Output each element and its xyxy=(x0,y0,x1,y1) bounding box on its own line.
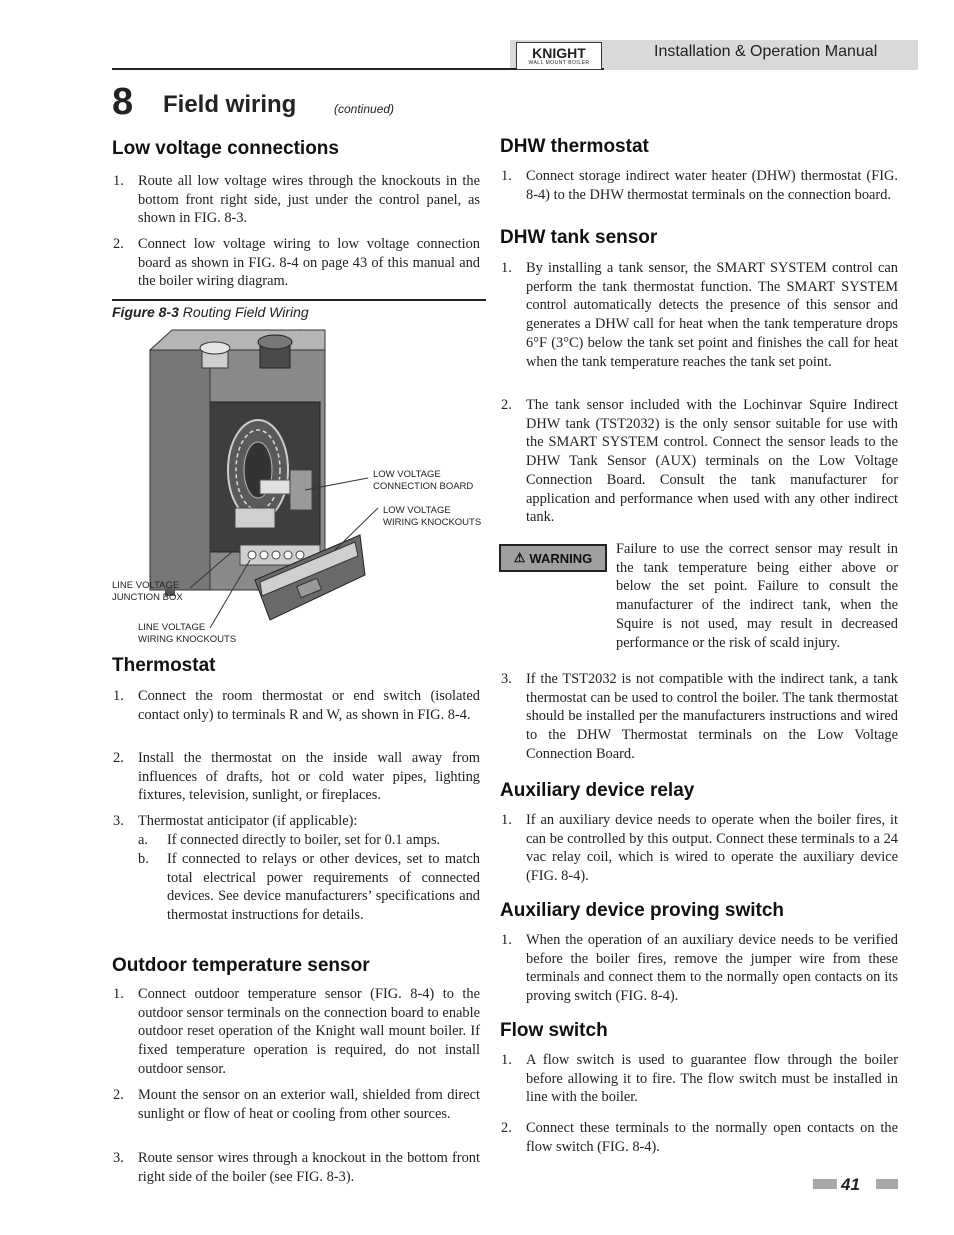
item-number: 1. xyxy=(501,168,512,184)
item-text: When the operation of an auxiliary device needs to be verified before the boiler fires, remove the jumper wire from these terminals and connect them to the normally open contacts on its proving switch (FIG. 8-4). xyxy=(526,932,898,1005)
item-text: Route all low voltage wires through the knockouts in the bottom front right side, just under the control panel, as shown in FIG. 8-3. xyxy=(138,173,480,227)
label-line: WIRING KNOCKOUTS xyxy=(383,517,482,528)
heading-aux-proving: Auxiliary device proving switch xyxy=(500,900,785,921)
label-line: LINE VOLTAGE xyxy=(112,580,180,591)
item-text: Connect the room thermostat or end switch (isolated contact only) to terminals R and W, as shown in FIG. 8-4. xyxy=(138,688,480,723)
chapter-title: Field wiring xyxy=(163,91,297,118)
item-text: Route sensor wires through a knockout in the bottom front right side of the boiler (see FIG. 8-3). xyxy=(138,1150,480,1185)
label-line-junction xyxy=(112,580,183,604)
sub-item-letter: b. xyxy=(138,851,149,867)
heading-flow-switch: Flow switch xyxy=(500,1020,608,1041)
label-line: LOW VOLTAGE xyxy=(383,505,451,516)
item-text: By installing a tank sensor, the SMART SYSTEM control can perform the tank thermostat function. The SMART SYSTEM control automatically detects the presence of this sensor and generates a DHW call for heat when the tank temperature drops 6°F (3°C) below the tank set point and finishes the call for heat when the tank temperature reaches the tank set point. xyxy=(526,260,898,370)
item-number: 2. xyxy=(113,236,124,252)
label-line: CONNECTION BOARD xyxy=(373,481,474,492)
warning-text: Failure to use the correct sensor may result in the tank temperature being either above or below the set point. Failure to consult the manufacturer of the indirect tank, when the Squire is not used, may result in decreased performance or the risk of scald injury. xyxy=(616,541,898,651)
list-item xyxy=(501,1119,898,1156)
figure-number: Figure 8-3 xyxy=(112,304,179,320)
list-item xyxy=(501,1051,898,1107)
list-item xyxy=(113,812,480,831)
sub-item xyxy=(138,850,480,925)
logo-text: KNIGHT xyxy=(532,45,586,61)
heading-dhw-thermostat: DHW thermostat xyxy=(500,136,649,157)
chapter-continued: (continued) xyxy=(334,102,395,116)
list-item xyxy=(501,259,898,371)
list-item xyxy=(113,235,480,291)
item-text: Connect outdoor temperature sensor (FIG. 8-4) to the outdoor sensor terminals on the connection board to enable outdoor reset operation of the Knight wall mount boiler. If fixed temperature operation is required, do not install outdoor sensor. xyxy=(138,986,480,1077)
item-text: Connect low voltage wiring to low voltage connection board as shown in FIG. 8-4 on page 43 of this manual and the boiler wiring diagram. xyxy=(138,236,480,290)
sub-item-text: If connected to relays or other devices, set to match total electrical power requirements of connected devices. See device manufacturers’ specifications and thermostat instructions for details. xyxy=(167,851,480,924)
heading-low-voltage: Low voltage connections xyxy=(112,138,339,159)
item-text: Connect these terminals to the normally open contacts on the flow switch (FIG. 8-4). xyxy=(526,1120,898,1155)
list-item xyxy=(113,985,480,1079)
list-item xyxy=(501,931,898,1006)
heading-aux-relay: Auxiliary device relay xyxy=(500,780,695,801)
label-line: JUNCTION BOX xyxy=(112,592,183,603)
figure-caption xyxy=(112,304,309,320)
item-number: 1. xyxy=(501,260,512,276)
item-text: The tank sensor included with the Lochinvar Squire Indirect DHW tank (TST2032) is the only sensor suitable for use with the SMART SYSTEM control. Connect the sensor leads to the DHW Tank Sensor (AUX) terminals on the Low Voltage Connection Board. Consult the tank manufacturer for application and performance when used with any other indirect tank. xyxy=(526,397,898,526)
item-text: Install the thermostat on the inside wall away from influences of drafts, hot or cold water pipes, lighting fixtures, television, sunlight, or fireplaces. xyxy=(138,750,480,804)
item-text: Connect storage indirect water heater (DHW) thermostat (FIG. 8-4) to the DHW thermostat terminals on the connection board. xyxy=(526,168,898,203)
list-item xyxy=(113,687,480,724)
figure-title: Routing Field Wiring xyxy=(182,304,309,320)
item-number: 3. xyxy=(113,813,124,829)
list-item xyxy=(113,749,480,805)
label-lv-knockouts xyxy=(383,505,481,529)
sub-item xyxy=(138,831,480,850)
heading-dhw-tank-sensor: DHW tank sensor xyxy=(500,227,658,248)
item-number: 1. xyxy=(501,812,512,828)
heading-outdoor-sensor: Outdoor temperature sensor xyxy=(112,955,370,976)
sub-item-text: If connected directly to boiler, set for 0.1 amps. xyxy=(167,832,441,848)
item-text: Mount the sensor on an exterior wall, shielded from direct sunlight or flow of heat or cooling from other sources. xyxy=(138,1087,480,1122)
list-item xyxy=(113,172,480,228)
warning-label: WARNING xyxy=(529,550,593,566)
list-item xyxy=(501,670,898,764)
item-number: 1. xyxy=(501,1052,512,1068)
list-item xyxy=(501,167,898,204)
item-number: 1. xyxy=(113,173,124,189)
item-number: 2. xyxy=(113,1087,124,1103)
label-line: WIRING KNOCKOUTS xyxy=(138,634,237,645)
heading-thermostat: Thermostat xyxy=(112,655,216,676)
warning-triangle-icon: ⚠ xyxy=(513,550,526,565)
list-item xyxy=(501,396,898,527)
manual-title: Installation & Operation Manual xyxy=(654,43,878,60)
figure-rule xyxy=(112,299,486,301)
item-number: 3. xyxy=(113,1150,124,1166)
page-number: 41 xyxy=(841,1175,860,1194)
item-number: 2. xyxy=(501,1120,512,1136)
item-text: A flow switch is used to guarantee flow through the boiler before allowing it to fire. The flow switch must be installed in line with the boiler. xyxy=(526,1052,898,1106)
chapter-number: 8 xyxy=(112,81,134,123)
list-item xyxy=(113,1149,480,1186)
label-line-knockouts xyxy=(138,622,236,646)
page-number-bar-right xyxy=(876,1179,898,1189)
label-line: LINE VOLTAGE xyxy=(138,622,206,633)
warning-badge xyxy=(499,544,607,572)
list-item xyxy=(113,1086,480,1123)
item-number: 1. xyxy=(113,688,124,704)
page-number-bar-left xyxy=(813,1179,837,1189)
item-number: 1. xyxy=(113,986,124,1002)
logo-subtext: WALL MOUNT BOILER xyxy=(528,60,590,66)
item-text: If the TST2032 is not compatible with the indirect tank, a tank thermostat can be used to control the boiler. The tank thermostat should be installed per the manufacturers instructions and wired to the DHW Thermostat terminals on the Low Voltage Connection Board. xyxy=(526,671,898,762)
item-number: 2. xyxy=(113,750,124,766)
label-line: LOW VOLTAGE xyxy=(373,469,441,480)
item-text: Thermostat anticipator (if applicable): xyxy=(138,813,358,829)
label-lv-board xyxy=(373,469,473,493)
sub-item-letter: a. xyxy=(138,832,148,848)
item-number: 3. xyxy=(501,671,512,687)
item-number: 1. xyxy=(501,932,512,948)
knight-logo xyxy=(516,42,602,70)
item-text: If an auxiliary device needs to operate when the boiler fires, it can be controlled by this output. Connect these terminals to a 24 vac relay coil, which is wired to operate the auxiliary device (FIG. 8-4). xyxy=(526,812,898,885)
item-number: 2. xyxy=(501,397,512,413)
list-item xyxy=(501,811,898,886)
